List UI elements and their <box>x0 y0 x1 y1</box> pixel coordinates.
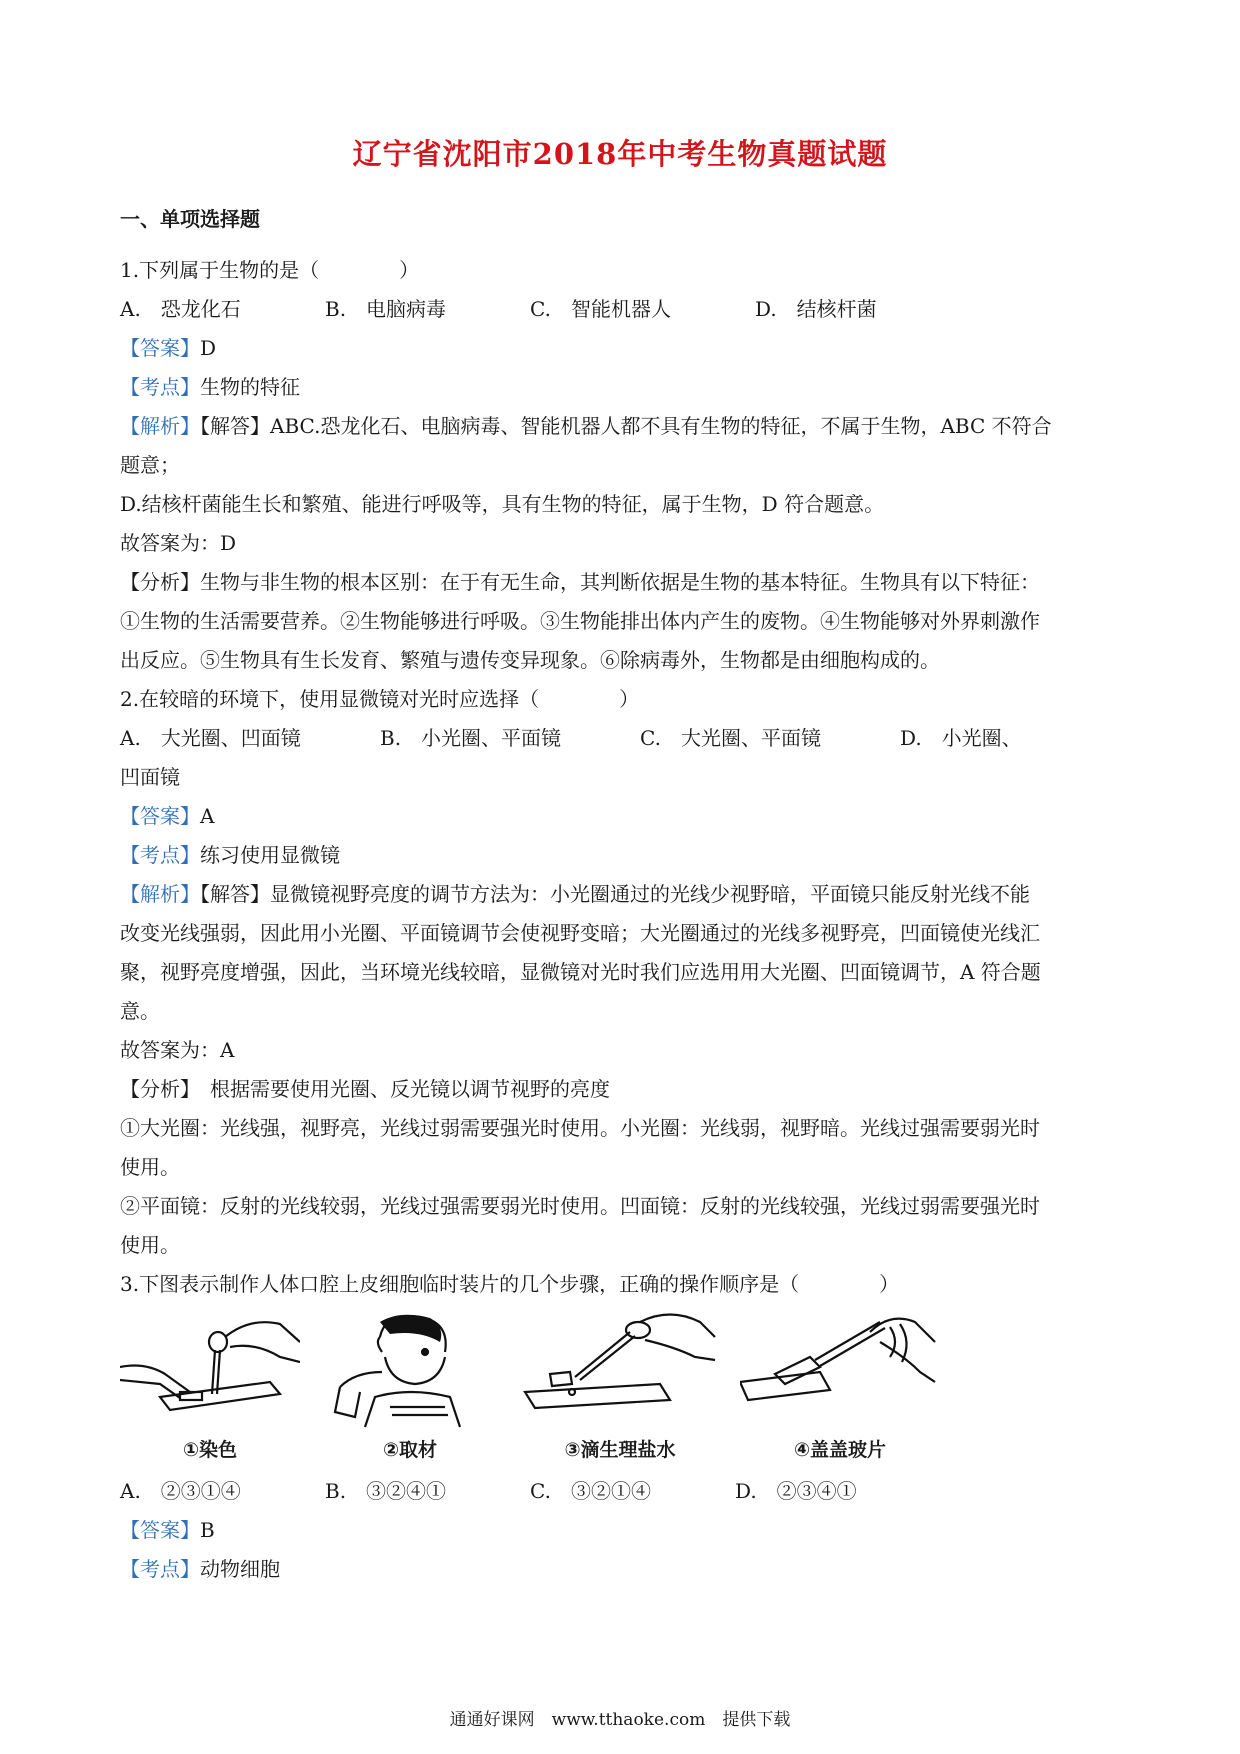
point-value: 动物细胞 <box>200 1557 280 1581</box>
q2-fenxi-1: 【分析】 根据需要使用光圈、反光镜以调节视野的亮度 <box>120 1077 610 1101</box>
figure-panel-sample <box>320 1312 500 1462</box>
stain-illustration-icon <box>120 1312 300 1432</box>
caption-stain: ①染色 <box>182 1439 238 1461</box>
q1-fenxi-1: 【分析】生物与非生物的根本区别：在于有无生命，其判断依据是生物的基本特征。生物具有以下特征： <box>120 570 1040 594</box>
q3-options <box>120 1472 1130 1511</box>
figure-panel-saline <box>520 1312 720 1462</box>
analysis-text: 【解答】ABC.恐龙化石、电脑病毒、智能机器人都不具有生物的特征，不属于生物，ABC 不符合 <box>200 414 1052 438</box>
analysis-tag: 【解析】 <box>120 882 200 906</box>
q2-option-c: C. 大光圈、平面镜 <box>640 726 821 750</box>
q3-figure <box>120 1312 1130 1472</box>
q3-stem: 3.下图表示制作人体口腔上皮细胞临时装片的几个步骤，正确的操作顺序是（ ） <box>120 1272 900 1296</box>
q1-answer <box>120 329 1130 368</box>
q1-option-b: B. 电脑病毒 <box>325 297 447 321</box>
q1-final: 故答案为：D <box>120 531 237 555</box>
q2-option-cont: 凹面镜 <box>120 765 180 789</box>
section-heading: 一、单项选择题 <box>120 207 260 231</box>
q2-final: 故答案为：A <box>120 1038 235 1062</box>
q2-stem: 2.在较暗的环境下，使用显微镜对光时应选择（ ） <box>120 687 640 711</box>
q2-fenxi-2: ①大光圈：光线强，视野亮，光线过弱需要强光时使用。小光圈：光线弱，视野暗。光线过强需要弱光时 <box>120 1116 1040 1140</box>
q2-option-b: B. 小光圈、平面镜 <box>380 726 562 750</box>
q2-option-d: D. 小光圈、 <box>900 726 1022 750</box>
q1-point <box>120 368 1130 407</box>
q2-fenxi-3: 使用。 <box>120 1155 180 1179</box>
q2-option-a: A. 大光圈、凹面镜 <box>120 726 301 750</box>
q1-option-d: D. 结核杆菌 <box>755 297 877 321</box>
sample-illustration-icon <box>320 1312 500 1432</box>
point-value: 练习使用显微镜 <box>200 843 340 867</box>
q3-option-c: C. ③②①④ <box>530 1479 651 1503</box>
answer-tag: 【答案】 <box>120 804 200 828</box>
answer-value: D <box>200 336 217 360</box>
point-tag: 【考点】 <box>120 1557 200 1581</box>
answer-value: B <box>200 1518 215 1542</box>
q2-analysis-4: 意。 <box>120 999 160 1023</box>
q2-analysis-1 <box>120 875 1130 914</box>
figure-panel-stain <box>120 1312 300 1462</box>
caption-saline: ③滴生理盐水 <box>564 1439 676 1461</box>
document-body <box>120 200 1130 1589</box>
analysis-text: 【解答】显微镜视野亮度的调节方法为：小光圈通过的光线少视野暗，平面镜只能反射光线不能 <box>200 882 1030 906</box>
q2-answer <box>120 797 1130 836</box>
caption-coverslip: ④盖盖玻片 <box>793 1439 887 1461</box>
point-tag: 【考点】 <box>120 843 200 867</box>
q1-fenxi-2: ①生物的生活需要营养。②生物能够进行呼吸。③生物能排出体内产生的废物。④生物能够对外界刺激作 <box>120 609 1040 633</box>
page-title: 辽宁省沈阳市2018年中考生物真题试题 <box>352 137 888 171</box>
q2-analysis-2: 改变光线强弱，因此用小光圈、平面镜调节会使视野变暗；大光圈通过的光线多视野亮，凹面镜使光线汇 <box>120 921 1040 945</box>
answer-tag: 【答案】 <box>120 336 200 360</box>
q3-option-d: D. ②③④① <box>735 1479 857 1503</box>
q1-option-a: A. 恐龙化石 <box>120 297 241 321</box>
page-footer: 通通好课网 www.tthaoke.com 提供下载 <box>449 1710 791 1730</box>
q3-point <box>120 1550 1130 1589</box>
q3-option-b: B. ③②④① <box>325 1479 447 1503</box>
q2-fenxi-4: ②平面镜：反射的光线较弱，光线过强需要弱光时使用。凹面镜：反射的光线较强，光线过弱需要强光时 <box>120 1194 1040 1218</box>
coverslip-illustration-icon <box>740 1312 940 1432</box>
saline-illustration-icon <box>520 1312 720 1432</box>
q2-options <box>120 719 1130 758</box>
q1-fenxi-3: 出反应。⑤生物具有生长发育、繁殖与遗传变异现象。⑥除病毒外，生物都是由细胞构成的。 <box>120 648 940 672</box>
point-value: 生物的特征 <box>200 375 300 399</box>
q3-option-a: A. ②③①④ <box>120 1479 241 1503</box>
q1-analysis-1 <box>120 407 1130 446</box>
q1-analysis-2: 题意； <box>120 453 180 477</box>
answer-value: A <box>200 804 215 828</box>
analysis-tag: 【解析】 <box>120 414 200 438</box>
caption-sample: ②取材 <box>382 1439 438 1461</box>
q2-point <box>120 836 1130 875</box>
q1-analysis-3: D.结核杆菌能生长和繁殖、能进行呼吸等，具有生物的特征，属于生物，D 符合题意。 <box>120 492 885 516</box>
q1-stem: 1.下列属于生物的是（ ） <box>120 258 420 282</box>
q2-analysis-3: 聚，视野亮度增强，因此，当环境光线较暗，显微镜对光时我们应选用用大光圈、凹面镜调节，A 符合题 <box>120 960 1041 984</box>
q1-options <box>120 290 1130 329</box>
answer-tag: 【答案】 <box>120 1518 200 1542</box>
q3-answer <box>120 1511 1130 1550</box>
q2-fenxi-5: 使用。 <box>120 1233 180 1257</box>
q1-option-c: C. 智能机器人 <box>530 297 671 321</box>
point-tag: 【考点】 <box>120 375 200 399</box>
figure-panel-coverslip <box>740 1312 940 1462</box>
